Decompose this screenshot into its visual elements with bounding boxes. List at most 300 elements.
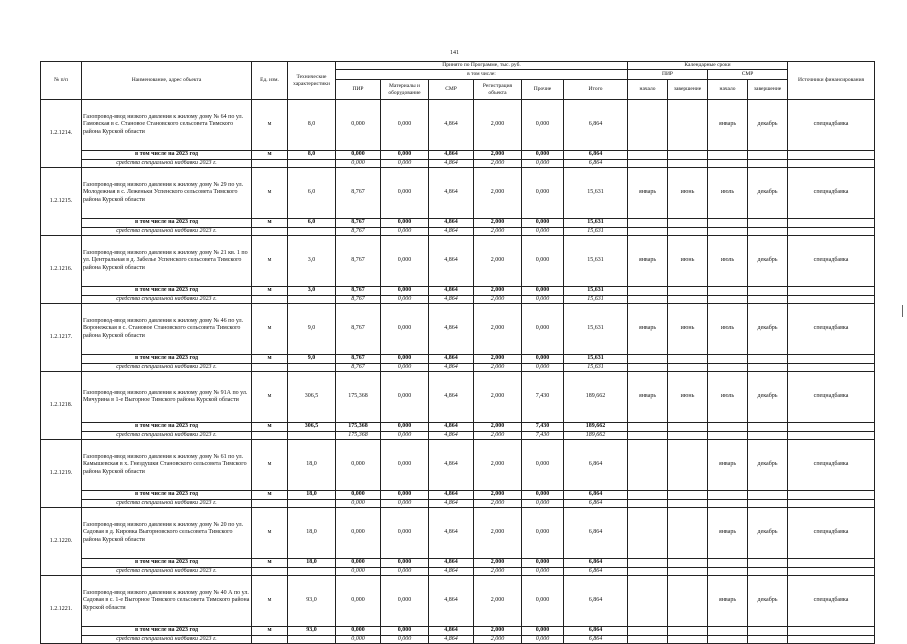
subtotal-materials: 0,000	[381, 151, 429, 160]
empty-cell	[748, 423, 788, 432]
subtotal-materials: 0,000	[381, 627, 429, 636]
source-smr: 4,864	[429, 295, 474, 304]
object-registration: 2,000	[474, 304, 522, 355]
subtotal-pir: 0,000	[336, 491, 381, 500]
subtotal-total: 6,864	[564, 151, 628, 160]
subtotal-label: в том числе на 2023 год	[82, 355, 252, 364]
subtotal-total: 6,864	[564, 491, 628, 500]
header-tech: Технические характеристики	[288, 62, 336, 100]
empty-cell	[628, 151, 668, 160]
object-pir-start: январь	[628, 372, 668, 423]
object-smr: 4,864	[429, 236, 474, 287]
object-registration: 2,000	[474, 236, 522, 287]
empty-cell	[628, 295, 668, 304]
object-pir-start: январь	[628, 236, 668, 287]
page-number: 141	[450, 50, 459, 56]
object-materials: 0,000	[381, 508, 429, 559]
empty-cell	[288, 635, 336, 644]
empty-cell	[252, 227, 288, 236]
empty-cell	[288, 431, 336, 440]
empty-cell	[788, 431, 875, 440]
empty-cell	[748, 355, 788, 364]
source-registration: 2,000	[474, 227, 522, 236]
subtotal-registration: 2,000	[474, 627, 522, 636]
source-registration: 2,000	[474, 567, 522, 576]
empty-cell	[708, 151, 748, 160]
source-label: средства специальной надбавки 2023 г.	[82, 567, 252, 576]
subtotal-unit: м	[252, 423, 288, 432]
empty-cell	[628, 567, 668, 576]
empty-cell	[788, 567, 875, 576]
empty-cell	[628, 431, 668, 440]
header-materials: Материалы и оборудование	[381, 80, 429, 100]
source-other: 0,000	[522, 159, 564, 168]
object-smr-start: январь	[708, 440, 748, 491]
subtotal-other: 0,000	[522, 559, 564, 568]
object-source: спецнадбавка	[788, 236, 875, 287]
object-number: 1.2.1221.	[41, 576, 82, 644]
year-subtotal-row	[41, 423, 875, 432]
object-source: спецнадбавка	[788, 508, 875, 559]
empty-cell	[788, 295, 875, 304]
object-pir: 8,767	[336, 236, 381, 287]
subtotal-other: 0,000	[522, 151, 564, 160]
empty-cell	[788, 423, 875, 432]
empty-cell	[708, 627, 748, 636]
object-smr-start: июль	[708, 236, 748, 287]
empty-cell	[668, 355, 708, 364]
header-including: в том числе:	[336, 70, 628, 80]
empty-cell	[708, 499, 748, 508]
object-other: 0,000	[522, 100, 564, 151]
object-source: спецнадбавка	[788, 576, 875, 627]
object-smr-end: декабрь	[748, 100, 788, 151]
source-materials: 0,000	[381, 635, 429, 644]
source-pir: 0,000	[336, 159, 381, 168]
subtotal-tech: 306,5	[288, 423, 336, 432]
subtotal-unit: м	[252, 151, 288, 160]
source-registration: 2,000	[474, 295, 522, 304]
empty-cell	[748, 159, 788, 168]
source-total: 6,864	[564, 567, 628, 576]
object-source: спецнадбавка	[788, 372, 875, 423]
table-body	[41, 100, 875, 644]
source-label: средства специальной надбавки 2023 г.	[82, 227, 252, 236]
source-label: средства специальной надбавки 2023 г.	[82, 499, 252, 508]
subtotal-tech: 9,0	[288, 355, 336, 364]
object-materials: 0,000	[381, 440, 429, 491]
empty-cell	[668, 159, 708, 168]
funding-source-row	[41, 499, 875, 508]
empty-cell	[668, 363, 708, 372]
source-materials: 0,000	[381, 499, 429, 508]
empty-cell	[748, 151, 788, 160]
subtotal-unit: м	[252, 355, 288, 364]
empty-cell	[788, 159, 875, 168]
subtotal-registration: 2,000	[474, 423, 522, 432]
subtotal-tech: 8,0	[288, 151, 336, 160]
empty-cell	[628, 159, 668, 168]
source-total: 15,631	[564, 227, 628, 236]
source-other: 0,000	[522, 635, 564, 644]
source-registration: 2,000	[474, 499, 522, 508]
header-name: Наименование, адрес объекта	[82, 62, 252, 100]
object-smr-end: декабрь	[748, 440, 788, 491]
object-tech: 9,0	[288, 304, 336, 355]
source-total: 15,631	[564, 363, 628, 372]
empty-cell	[708, 491, 748, 500]
object-unit: м	[252, 168, 288, 219]
empty-cell	[748, 627, 788, 636]
object-source: спецнадбавка	[788, 440, 875, 491]
subtotal-unit: м	[252, 287, 288, 296]
subtotal-other: 7,430	[522, 423, 564, 432]
object-unit: м	[252, 304, 288, 355]
empty-cell	[628, 227, 668, 236]
header-calendar: Календарные сроки	[628, 62, 788, 70]
object-pir-start: январь	[628, 304, 668, 355]
program-table	[40, 61, 875, 644]
empty-cell	[668, 295, 708, 304]
object-total: 6,864	[564, 576, 628, 627]
empty-cell	[252, 635, 288, 644]
object-name: Газопровод-ввод низкого давления к жилому дому № 46 по ул. Воронежская в с. Становое Становского сельсовета Тимского района Курской области	[82, 304, 252, 355]
object-registration: 2,000	[474, 168, 522, 219]
object-smr-end: декабрь	[748, 304, 788, 355]
object-smr: 4,864	[429, 100, 474, 151]
header-pir-start: начало	[628, 80, 668, 100]
source-smr: 4,864	[429, 499, 474, 508]
object-name: Газопровод-ввод низкого давления к жилому дому № 61 по ул. Камышевская в х. Гнездушки Становского сельсовета Тимского района Курской области	[82, 440, 252, 491]
object-pir: 8,767	[336, 304, 381, 355]
source-pir: 8,767	[336, 227, 381, 236]
subtotal-pir: 8,767	[336, 355, 381, 364]
empty-cell	[708, 431, 748, 440]
subtotal-other: 0,000	[522, 287, 564, 296]
empty-cell	[708, 635, 748, 644]
source-pir: 8,767	[336, 363, 381, 372]
subtotal-materials: 0,000	[381, 287, 429, 296]
empty-cell	[708, 363, 748, 372]
subtotal-total: 15,631	[564, 287, 628, 296]
empty-cell	[628, 627, 668, 636]
object-tech: 93,0	[288, 576, 336, 627]
subtotal-registration: 2,000	[474, 491, 522, 500]
empty-cell	[708, 219, 748, 228]
object-total: 15,631	[564, 304, 628, 355]
object-materials: 0,000	[381, 236, 429, 287]
source-pir: 175,368	[336, 431, 381, 440]
object-tech: 8,0	[288, 100, 336, 151]
year-subtotal-row	[41, 491, 875, 500]
source-smr: 4,864	[429, 567, 474, 576]
empty-cell	[288, 227, 336, 236]
subtotal-total: 15,631	[564, 355, 628, 364]
header-registration: Регистрация объекта	[474, 80, 522, 100]
header-smr-start: начало	[708, 80, 748, 100]
object-registration: 2,000	[474, 508, 522, 559]
year-subtotal-row	[41, 559, 875, 568]
empty-cell	[748, 363, 788, 372]
source-label: средства специальной надбавки 2023 г.	[82, 295, 252, 304]
object-pir-end	[668, 508, 708, 559]
source-pir: 8,767	[336, 295, 381, 304]
object-pir-end	[668, 100, 708, 151]
object-other: 0,000	[522, 576, 564, 627]
year-subtotal-row	[41, 151, 875, 160]
empty-cell	[788, 227, 875, 236]
header-funding: Принято по Программе, тыс. руб.	[336, 62, 628, 70]
subtotal-smr: 4,864	[429, 355, 474, 364]
header-source: Источники финансирования	[788, 62, 875, 100]
source-total: 6,864	[564, 635, 628, 644]
empty-cell	[708, 559, 748, 568]
object-pir: 0,000	[336, 440, 381, 491]
subtotal-tech: 18,0	[288, 491, 336, 500]
object-smr-end: декабрь	[748, 576, 788, 627]
header-cal-pir: ПИР	[628, 70, 708, 80]
empty-cell	[788, 287, 875, 296]
object-tech: 6,0	[288, 168, 336, 219]
subtotal-pir: 8,767	[336, 287, 381, 296]
object-other: 0,000	[522, 304, 564, 355]
empty-cell	[748, 227, 788, 236]
object-smr-end: декабрь	[748, 372, 788, 423]
source-registration: 2,000	[474, 431, 522, 440]
object-smr-start: январь	[708, 100, 748, 151]
empty-cell	[668, 559, 708, 568]
empty-cell	[708, 227, 748, 236]
object-unit: м	[252, 508, 288, 559]
object-name: Газопровод-ввод низкого давления к жилому дому № 29 по ул. Молодежная в с. Леженьки Успенского сельсовета Тимского района Курской области	[82, 168, 252, 219]
object-row	[41, 372, 875, 423]
object-pir: 0,000	[336, 100, 381, 151]
object-pir-start	[628, 100, 668, 151]
subtotal-unit: м	[252, 491, 288, 500]
source-smr: 4,864	[429, 363, 474, 372]
object-smr: 4,864	[429, 440, 474, 491]
object-materials: 0,000	[381, 372, 429, 423]
empty-cell	[628, 363, 668, 372]
source-other: 0,000	[522, 295, 564, 304]
subtotal-label: в том числе на 2023 год	[82, 491, 252, 500]
subtotal-label: в том числе на 2023 год	[82, 559, 252, 568]
subtotal-total: 6,864	[564, 559, 628, 568]
empty-cell	[288, 159, 336, 168]
year-subtotal-row	[41, 219, 875, 228]
object-other: 7,430	[522, 372, 564, 423]
subtotal-registration: 2,000	[474, 355, 522, 364]
object-smr-start: январь	[708, 508, 748, 559]
empty-cell	[748, 287, 788, 296]
empty-cell	[668, 627, 708, 636]
year-subtotal-row	[41, 627, 875, 636]
header-unit: Ед. изм.	[252, 62, 288, 100]
empty-cell	[748, 567, 788, 576]
subtotal-pir: 175,368	[336, 423, 381, 432]
object-smr-end: декабрь	[748, 236, 788, 287]
subtotal-pir: 0,000	[336, 151, 381, 160]
object-pir-end: июнь	[668, 236, 708, 287]
empty-cell	[748, 431, 788, 440]
object-smr: 4,864	[429, 372, 474, 423]
source-materials: 0,000	[381, 567, 429, 576]
empty-cell	[748, 499, 788, 508]
subtotal-label: в том числе на 2023 год	[82, 627, 252, 636]
subtotal-smr: 4,864	[429, 627, 474, 636]
object-row	[41, 168, 875, 219]
empty-cell	[628, 499, 668, 508]
funding-source-row	[41, 567, 875, 576]
object-smr-start: январь	[708, 576, 748, 627]
empty-cell	[668, 567, 708, 576]
subtotal-other: 0,000	[522, 355, 564, 364]
header-other: Прочие	[522, 80, 564, 100]
empty-cell	[668, 431, 708, 440]
object-registration: 2,000	[474, 576, 522, 627]
subtotal-unit: м	[252, 627, 288, 636]
object-pir-start	[628, 440, 668, 491]
empty-cell	[668, 151, 708, 160]
object-row	[41, 304, 875, 355]
object-smr: 4,864	[429, 508, 474, 559]
object-number: 1.2.1218.	[41, 372, 82, 440]
object-pir: 8,767	[336, 168, 381, 219]
object-name: Газопровод-ввод низкого давления к жилому дому № 21 кв. 1 по ул. Центральная в д. Забелье Успенского сельсовета Тимского района Курской области	[82, 236, 252, 287]
subtotal-pir: 0,000	[336, 559, 381, 568]
source-materials: 0,000	[381, 363, 429, 372]
object-tech: 3,0	[288, 236, 336, 287]
empty-cell	[668, 287, 708, 296]
empty-cell	[748, 219, 788, 228]
subtotal-materials: 0,000	[381, 559, 429, 568]
source-other: 0,000	[522, 567, 564, 576]
source-registration: 2,000	[474, 363, 522, 372]
object-tech: 306,5	[288, 372, 336, 423]
header-pir: ПИР	[336, 80, 381, 100]
object-total: 189,662	[564, 372, 628, 423]
subtotal-smr: 4,864	[429, 151, 474, 160]
object-row	[41, 576, 875, 627]
empty-cell	[628, 635, 668, 644]
object-total: 6,864	[564, 440, 628, 491]
subtotal-smr: 4,864	[429, 287, 474, 296]
empty-cell	[748, 491, 788, 500]
object-pir-end: июнь	[668, 304, 708, 355]
source-other: 7,430	[522, 431, 564, 440]
object-source: спецнадбавка	[788, 100, 875, 151]
source-label: средства специальной надбавки 2023 г.	[82, 363, 252, 372]
object-pir: 175,368	[336, 372, 381, 423]
subtotal-materials: 0,000	[381, 491, 429, 500]
empty-cell	[252, 499, 288, 508]
subtotal-label: в том числе на 2023 год	[82, 287, 252, 296]
empty-cell	[748, 559, 788, 568]
header-pir-end: завершение	[668, 80, 708, 100]
object-materials: 0,000	[381, 576, 429, 627]
empty-cell	[748, 295, 788, 304]
empty-cell	[788, 491, 875, 500]
source-total: 6,864	[564, 159, 628, 168]
empty-cell	[708, 159, 748, 168]
source-other: 0,000	[522, 363, 564, 372]
object-total: 15,631	[564, 168, 628, 219]
subtotal-tech: 6,0	[288, 219, 336, 228]
subtotal-smr: 4,864	[429, 423, 474, 432]
object-registration: 2,000	[474, 440, 522, 491]
table-header	[41, 62, 875, 100]
object-tech: 18,0	[288, 508, 336, 559]
empty-cell	[708, 567, 748, 576]
header-smr-end: завершение	[748, 80, 788, 100]
empty-cell	[288, 567, 336, 576]
object-other: 0,000	[522, 508, 564, 559]
empty-cell	[788, 363, 875, 372]
object-pir-start	[628, 508, 668, 559]
header-smr: СМР	[429, 80, 474, 100]
empty-cell	[628, 559, 668, 568]
object-smr: 4,864	[429, 304, 474, 355]
object-source: спецнадбавка	[788, 168, 875, 219]
empty-cell	[628, 423, 668, 432]
source-pir: 0,000	[336, 499, 381, 508]
subtotal-total: 15,631	[564, 219, 628, 228]
source-pir: 0,000	[336, 567, 381, 576]
source-smr: 4,864	[429, 159, 474, 168]
subtotal-other: 0,000	[522, 491, 564, 500]
scan-edge-mark	[902, 305, 903, 317]
subtotal-smr: 4,864	[429, 559, 474, 568]
object-smr-end: декабрь	[748, 168, 788, 219]
object-unit: м	[252, 372, 288, 423]
subtotal-registration: 2,000	[474, 151, 522, 160]
empty-cell	[628, 219, 668, 228]
empty-cell	[252, 159, 288, 168]
object-smr-start: июль	[708, 372, 748, 423]
object-number: 1.2.1214.	[41, 100, 82, 168]
empty-cell	[708, 295, 748, 304]
object-unit: м	[252, 440, 288, 491]
object-name: Газопровод-ввод низкого давления к жилому дому № 20 по ул. Садовая в д. Кировка Выгорновского сельсовета Тимского района Курской области	[82, 508, 252, 559]
object-other: 0,000	[522, 236, 564, 287]
subtotal-other: 0,000	[522, 627, 564, 636]
object-total: 6,864	[564, 508, 628, 559]
object-smr: 4,864	[429, 168, 474, 219]
source-total: 15,631	[564, 295, 628, 304]
object-total: 15,631	[564, 236, 628, 287]
subtotal-label: в том числе на 2023 год	[82, 219, 252, 228]
funding-source-row	[41, 363, 875, 372]
source-other: 0,000	[522, 499, 564, 508]
object-pir: 0,000	[336, 508, 381, 559]
subtotal-tech: 3,0	[288, 287, 336, 296]
empty-cell	[788, 559, 875, 568]
object-name: Газопровод-ввод низкого давления к жилому дому № 91А по ул. Мичурина в 1-е Выгорное Тимского района Курской области	[82, 372, 252, 423]
object-unit: м	[252, 236, 288, 287]
object-row	[41, 508, 875, 559]
source-smr: 4,864	[429, 431, 474, 440]
object-name: Газопровод-ввод низкого давления к жилому дому № 64 по ул. Гамовская в с. Становое Становского сельсовета Тимского района Курской области	[82, 100, 252, 151]
object-row	[41, 236, 875, 287]
source-registration: 2,000	[474, 159, 522, 168]
header-cal-smr: СМР	[708, 70, 788, 80]
empty-cell	[788, 219, 875, 228]
subtotal-label: в том числе на 2023 год	[82, 423, 252, 432]
object-tech: 18,0	[288, 440, 336, 491]
empty-cell	[252, 431, 288, 440]
object-source: спецнадбавка	[788, 304, 875, 355]
year-subtotal-row	[41, 355, 875, 364]
